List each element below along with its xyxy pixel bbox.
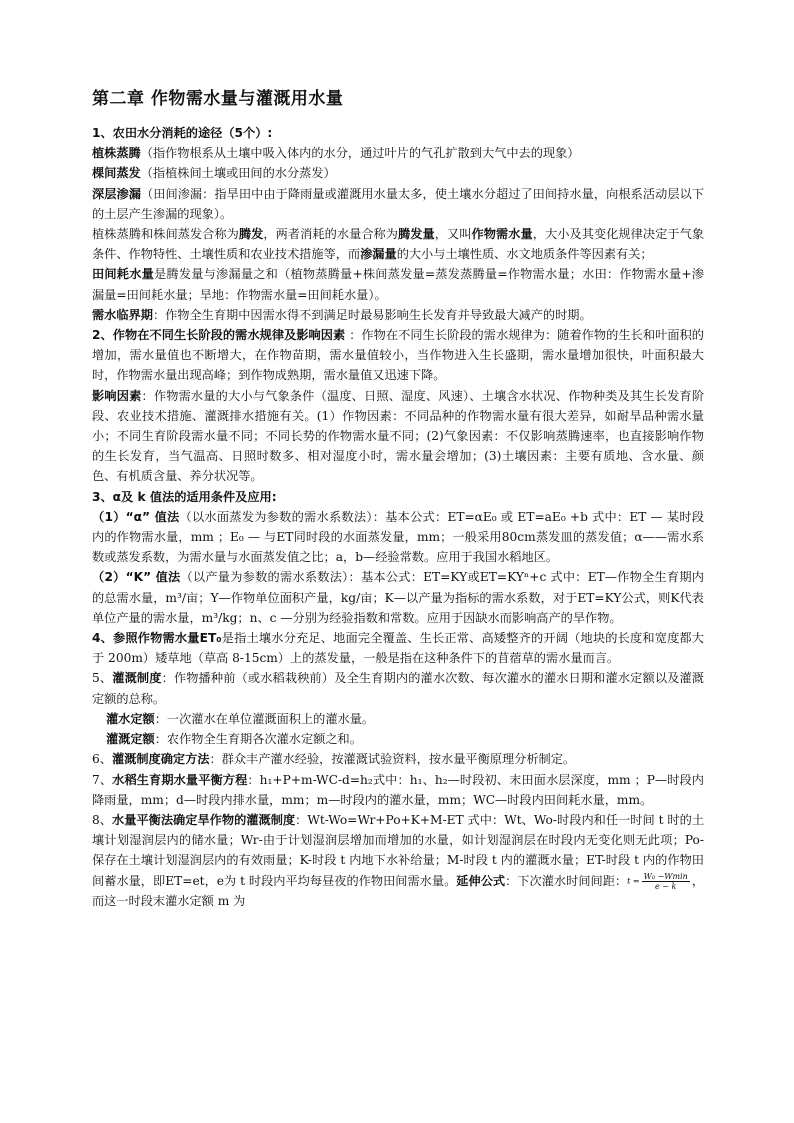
term-field-consumption: 田间耗水量 <box>92 267 155 282</box>
section-desc: ：Wt-Wo=Wr+Po+K+M-ET 式中：Wt、Wo-时段内和任一时间 t 时的土壤计划湿润层内的储水量；Wr-由于计划湿润层增加而增加的水量，如计划湿润层在时段内无变化则无此项；Po-保存在土壤计划湿润层内的有效雨量；K-时段 t 内地下水补给量；M-时段 t 内的灌溉水量；ET-时段 t 内的作物田间蓄水量，即ET=et，e为 t 时段内平均每昼夜的作物田间需水量。 <box>92 812 705 888</box>
document-page <box>92 84 704 911</box>
section-heading-text: 1、农田水分消耗的途径（5个）: <box>92 126 273 140</box>
term-influencing-factors: 影响因素 <box>92 388 142 403</box>
section-7-paragraph <box>92 770 704 810</box>
paragraph-influencing-factors <box>92 386 704 487</box>
term-desc: ，而这一时段末灌水定额 m 为 <box>92 873 705 909</box>
section-5-paragraph <box>92 668 704 708</box>
term-desc: ：作物全生育期中因需水得不到满足时最易影响生长发育并导致最大减产的时期。 <box>152 307 592 322</box>
term-desc: ：农作物全生育期各次灌水定额之和。 <box>154 732 362 747</box>
term-schedule-method: 灌溉制度确定方法 <box>111 752 210 767</box>
term-dryland-water-balance: 水量平衡法确定旱作物的灌溉制度 <box>112 812 296 827</box>
section-desc: ：h₁+P+m-WC-d=h₂式中：h₁、h₂—时段初、末田面水层深度，mm ；P—时段内降雨量，mm；d—时段内排水量，mm；m—时段内的灌水量，mm；WC—时段内田间耗水量，mm。 <box>92 772 704 807</box>
text: 的大小与土壤性质、水文地质条件等因素有关； <box>396 247 653 262</box>
term-desc: ：作物需水量的大小与气象条件（温度、日照、湿度、风速）、土壤含水状况、作物种类及其生长发育阶段、农业技术措施、灌溉排水措施有关。(1）作物因素：不同品种的作物需水量有很大差异，如耐旱品种需水量小；不同生育阶段需水量不同；不同长势的作物需水量不同；(2)气象因素：不仅影响蒸腾速率，也直接影响作物的生长发育，当气温高、日照时数多、相对湿度小时，需水量会增加；(3)土壤因素：主要有质地、含水量、颜色、有机质含量、养分状况等。 <box>92 388 705 484</box>
term-alpha-method: （1）“α” 值法 <box>92 509 180 524</box>
term-k-method: （2）“K” 值法 <box>92 570 181 585</box>
term-irrigation-schedule: 灌溉制度 <box>112 671 162 686</box>
section-desc: ：群众丰产灌水经验，按灌溉试验资料，按水量平衡原理分析制定。 <box>209 752 576 767</box>
paragraph-evaporation <box>92 163 704 183</box>
chapter-title: 第二章 作物需水量与灌溉用水量 <box>92 89 344 109</box>
term-evapotranspiration: 腾发 <box>238 227 264 242</box>
term-desc: （田间渗漏：指旱田中由于降雨量或灌溉用水量太多，使土壤水分超过了田间持水量，向根系活动层以下的土层产生渗漏的现象）。 <box>92 186 705 221</box>
text: 植株蒸腾和株间蒸发合称为 <box>92 227 239 242</box>
term-irrigation-quota: 灌水定额 <box>106 711 155 726</box>
term-evaporation: 棵间蒸发 <box>92 166 141 181</box>
term-critical-period: 需水临界期 <box>92 307 153 322</box>
fraction-denominator: e − k <box>655 881 677 891</box>
section-heading-text: 4、参照作物需水量ET₀ <box>92 631 222 646</box>
paragraph-k-method <box>92 567 704 628</box>
term-desc: 是腾发量与渗漏量之和（植物蒸腾量+株间蒸发量=蒸发蒸腾量=作物需水量；水田：作物需水量+渗漏量=田间耗水量；旱地：作物需水量=田间耗水量）。 <box>92 267 704 302</box>
paragraph-alpha-method <box>92 507 704 568</box>
term-desc: （以水面蒸发为参数的需水系数法）：基本公式：ET=αE₀ 或 ET=aE₀ +b 式中：ET — 某时段内的作物需水量，mm ；E₀ — 与ET同时段的水面蒸发量，mm；一般采用80cm蒸发皿的蒸发值；α——需水系数或蒸发系数，为需水量与水面蒸发值之比；a，b—经验常数。应用于我国水稻地区。 <box>92 509 704 565</box>
term-extended-formula: 延伸公式 <box>456 873 506 888</box>
term-desc: （以产量为参数的需水系数法）：基本公式：ET=KY或ET=KYⁿ+c 式中：ET—作物全生育期内的总需水量，m³/亩；Y—作物单位面积产量，kg/亩；K—以产量为指标的需水系数，对于ET=KY公式，则K代表单位产量的需水量，m³/kg；n、c —分别为经验指数和常数。应用于因缺水而影响高产的旱作物。 <box>92 570 704 625</box>
paragraph-transpiration <box>92 143 704 163</box>
section-number: 7、 <box>92 772 113 787</box>
term-desc: （指作物根系从土壤中吸入体内的水分，通过叶片的气孔扩散到大气中去的现象） <box>140 146 580 161</box>
paragraph-critical-period <box>92 305 704 325</box>
paragraph-field-consumption <box>92 264 704 304</box>
paragraph-deep-percolation <box>92 184 704 224</box>
term-desc: ：下次灌水时间间距： <box>505 873 628 888</box>
formula-t: t = <box>627 875 640 885</box>
term-et-amount: 腾发量 <box>398 227 435 242</box>
section-6-paragraph <box>92 749 704 769</box>
section-1-heading <box>92 123 704 143</box>
section-number: 8、 <box>92 812 112 827</box>
section-heading-text: 2、作物在不同生长阶段的需水规律及影响因素 <box>92 328 346 343</box>
term-deep-percolation: 深层渗漏 <box>92 186 141 201</box>
text: ，又叫 <box>434 227 472 242</box>
term-seepage: 渗漏量 <box>360 247 397 262</box>
section-8-paragraph <box>92 810 704 911</box>
section-3-heading <box>92 487 704 507</box>
section-4-paragraph <box>92 628 704 668</box>
paragraph-evapotranspiration <box>92 224 704 264</box>
term-total-quota: 灌溉定额 <box>106 732 155 747</box>
text: ，大小及其变化规律决定于气象条件、作物特性、土壤性质和农业技术措施等，而 <box>92 227 705 262</box>
section-number: 6、 <box>92 752 112 767</box>
term-crop-water-requirement: 作物需水量 <box>471 227 533 242</box>
section-desc: ：作物播种前（或水稻栽秧前）及全生育期内的灌水次数、每次灌水的灌水日期和灌水定额以及灌溉定额的总称。 <box>92 671 704 706</box>
term-desc: ：一次灌水在单位灌溉面积上的灌水量。 <box>154 711 375 726</box>
term-rice-water-balance: 水稻生育期水量平衡方程 <box>112 772 248 787</box>
text: ，两者消耗的水量合称为 <box>263 227 399 242</box>
term-transpiration: 植株蒸腾 <box>92 146 141 161</box>
section-heading-text: 3、α及 k 值法的适用条件及应用: <box>92 489 277 504</box>
section-desc: 是指土壤水分充足、地面完全覆盖、生长正常、高矮整齐的开阔（地块的长度和宽度都大于 200m）矮草地（草高 8-15cm）上的蒸发量，一般是指在这种条件下的苜蓿草的需水量而言。 <box>92 631 704 666</box>
paragraph-total-quota <box>92 729 704 749</box>
section-2-paragraph <box>92 325 704 386</box>
paragraph-irrigation-quota <box>92 709 704 729</box>
section-desc: ：作物在不同生长阶段的需水规律为：随着作物的生长和叶面积的增加，需水量值也不断增大，在作物苗期，需水量值较小，当作物进入生长盛期，需水量增加很快，叶面积最大时，作物需水量出现高峰；到作物成熟期，需水量值又迅速下降。 <box>92 328 704 383</box>
term-desc: （指植株间土壤或田间的水分蒸发） <box>140 166 336 181</box>
section-number: 5、 <box>92 671 113 686</box>
fraction-numerator: W₀ −Wmin <box>643 871 688 881</box>
interval-fraction <box>642 872 690 891</box>
